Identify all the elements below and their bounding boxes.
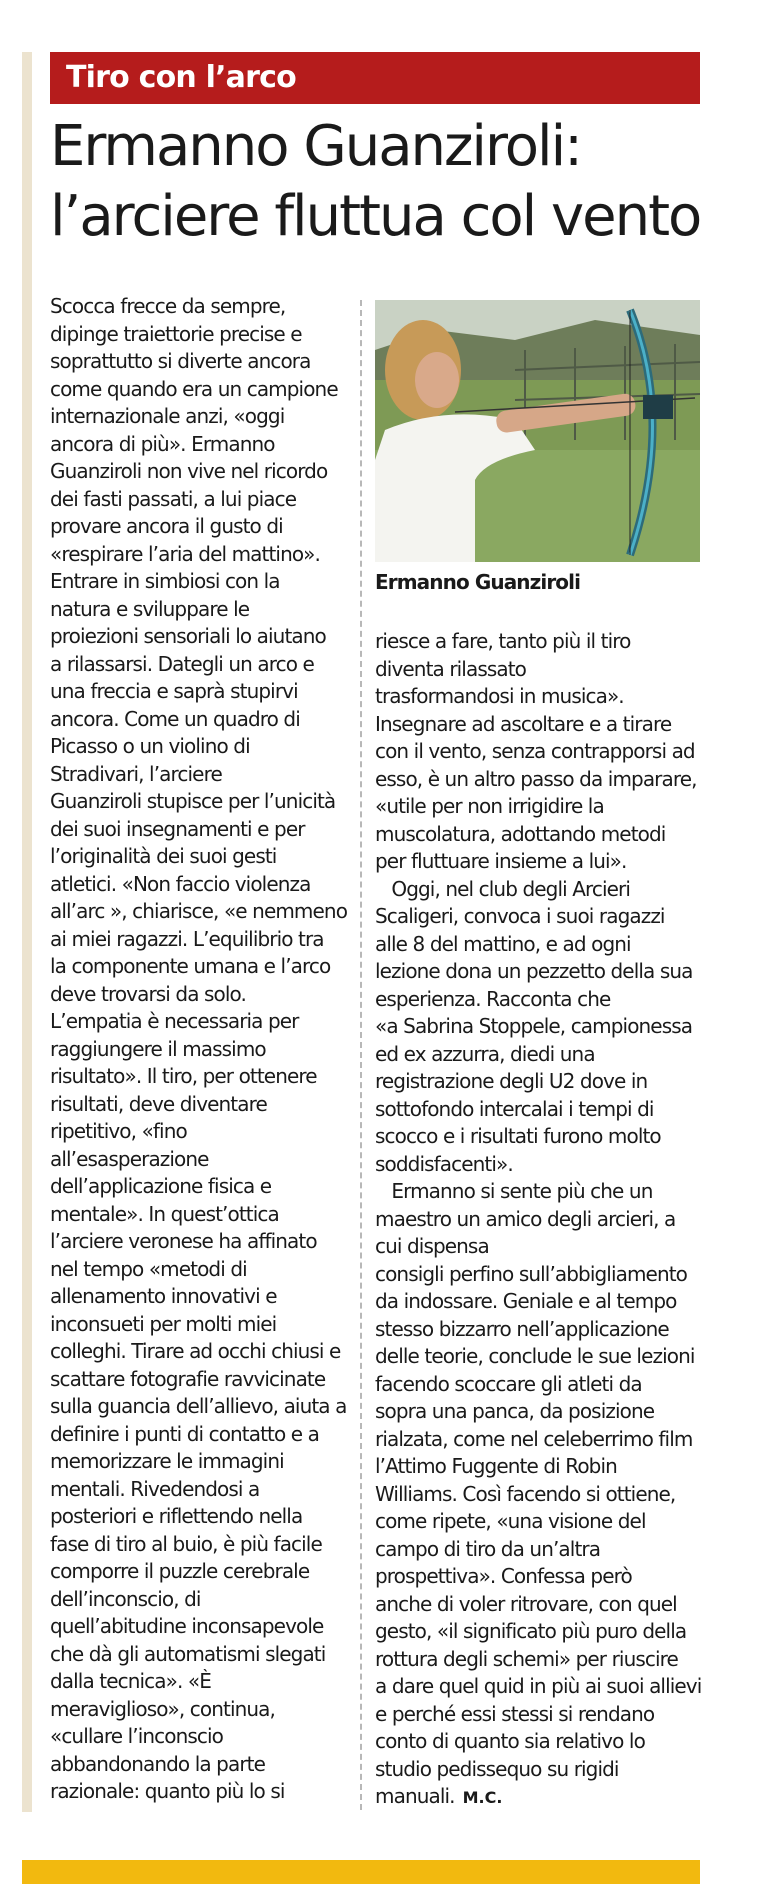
text-line (375, 1646, 705, 1674)
headline-line-2: l’arciere fluttua col vento (50, 184, 701, 249)
text-line (50, 1696, 350, 1724)
text-line (375, 1728, 705, 1756)
text-line (50, 1366, 350, 1394)
text-line-content: mentali. Rivedendosi a (50, 1476, 260, 1501)
text-line (375, 1041, 705, 1069)
text-line (50, 1118, 350, 1146)
text-line-content: soprattutto si diverte ancora (50, 349, 311, 373)
text-line (50, 1613, 350, 1641)
column-divider (360, 300, 362, 1810)
text-line-content: riesce a fare, tanto più il tiro (375, 629, 631, 653)
text-line (50, 1256, 350, 1284)
text-line-content: dell’inconscio, di (50, 1586, 201, 1611)
text-line-content: Guanziroli stupisce per l’unicità (50, 789, 336, 813)
text-line (50, 1723, 350, 1751)
text-line-content: Ermanno si sente più che un (375, 1179, 653, 1203)
text-line (375, 1701, 705, 1729)
text-line-content: l’arciere veronese ha affinato (50, 1229, 317, 1253)
text-line-content: raggiungere il massimo (50, 1036, 266, 1061)
text-line-content: all’esasperazione (50, 1146, 209, 1171)
text-line (50, 293, 350, 321)
text-line (50, 706, 350, 734)
text-line-content: deve trovarsi da solo. (50, 981, 246, 1006)
text-line-content: dei fasti passati, a lui piace (50, 486, 297, 511)
text-line (375, 1371, 705, 1399)
text-line-content: «a Sabrina Stoppele, campionessa (375, 1014, 693, 1038)
text-line (50, 898, 350, 926)
text-line (50, 843, 350, 871)
text-line-content: Insegnare ad ascoltare e a tirare (375, 711, 672, 736)
text-line (375, 1123, 705, 1151)
text-line-content: dipinge traiettorie precise e (50, 321, 302, 346)
text-line (50, 403, 350, 431)
text-line (50, 541, 350, 569)
text-line (50, 1173, 350, 1201)
text-line (375, 821, 705, 849)
article-photo (375, 300, 700, 562)
text-line-content: meraviglioso», continua, (50, 1696, 275, 1721)
text-line-content: dalla tecnica». «È (50, 1669, 211, 1693)
text-line (50, 1586, 350, 1614)
text-line-content: registrazione degli U2 dove in (375, 1069, 648, 1093)
text-line (50, 458, 350, 486)
text-line (375, 738, 705, 766)
text-line-content: fase di tiro al buio, è più facile (50, 1531, 322, 1556)
side-rule (22, 52, 32, 1812)
text-line (50, 321, 350, 349)
text-line (375, 1233, 705, 1261)
text-line-content: Scocca frecce da sempre, (50, 294, 286, 318)
text-line-content: atletici. «Non faccio violenza (50, 871, 311, 896)
article-column-right (375, 628, 705, 1811)
text-line-content: ancora. Come un quadro di (50, 706, 300, 731)
text-line-content: e perché essi stessi si rendano (375, 1701, 655, 1726)
text-line (50, 1146, 350, 1174)
text-line (375, 1151, 705, 1179)
text-line-content: gesto, «il significato più puro della (375, 1619, 687, 1643)
text-line-content: che dà gli automatismi slegati (50, 1641, 326, 1666)
text-line-content: soddisfacenti». (375, 1151, 513, 1176)
text-line-content: a rilassarsi. Dategli un arco e (50, 651, 314, 676)
text-line (50, 513, 350, 541)
text-line (375, 628, 705, 656)
text-line (50, 1751, 350, 1779)
text-line-content: esso, è un altro passo da imparare, (375, 766, 697, 791)
text-line-content: rottura degli schemi» per riuscire (375, 1646, 678, 1671)
text-line (50, 871, 350, 899)
text-line (375, 1261, 705, 1289)
text-line-content: «respirare l’aria del mattino». (50, 541, 320, 566)
text-line-content: sopra una panca, da posizione (375, 1399, 655, 1423)
section-label: Tiro con l’arco (66, 60, 296, 95)
text-line (50, 733, 350, 761)
text-line-content: Stradivari, l’arciere (50, 761, 222, 786)
text-line-content: definire i punti di contatto e a (50, 1421, 320, 1446)
text-line-content: memorizzare le immagini (50, 1449, 284, 1473)
text-line (375, 848, 705, 876)
text-line-content: alle 8 del mattino, e ad ogni (375, 931, 631, 956)
text-line (50, 981, 350, 1009)
text-line (50, 678, 350, 706)
text-line-content: scocco e i risultati furono molto (375, 1124, 661, 1148)
section-header-bar (50, 52, 700, 104)
text-line (50, 953, 350, 981)
text-line-content: per fluttuare insieme a lui». (375, 849, 627, 873)
text-line-content: campo di tiro da un’altra (375, 1536, 601, 1561)
text-line (50, 486, 350, 514)
text-line-content: natura e sviluppare le (50, 596, 250, 621)
text-line-content: conto di quanto sia relativo lo (375, 1729, 645, 1753)
text-line-content: l’originalità dei suoi gesti (50, 844, 277, 868)
text-line (375, 1618, 705, 1646)
headline-line-1: Ermanno Guanziroli: (50, 114, 582, 179)
text-line-content: lezione dona un pezzetto della sua (375, 959, 693, 983)
text-line (375, 1068, 705, 1096)
text-line (375, 986, 705, 1014)
text-line (50, 926, 350, 954)
text-line-content: comporre il puzzle cerebrale (50, 1559, 310, 1583)
text-line (50, 1393, 350, 1421)
text-line-content: scattare fotografie ravvicinate (50, 1366, 326, 1391)
text-line (50, 1531, 350, 1559)
text-line (50, 623, 350, 651)
text-line-content: consigli perfino sull’abbigliamento (375, 1261, 688, 1286)
text-line-content: colleghi. Tirare ad occhi chiusi e (50, 1339, 341, 1363)
text-line (50, 816, 350, 844)
text-line-content: abbandonando la parte (50, 1751, 265, 1776)
text-line (50, 431, 350, 459)
text-line (375, 711, 705, 739)
text-line (375, 1591, 705, 1619)
text-line-content: Oggi, nel club degli Arcieri (375, 876, 631, 901)
text-line (50, 1338, 350, 1366)
text-line-content: diventa rilassato (375, 656, 526, 681)
text-line-content: anche di voler ritrovare, con quel (375, 1591, 677, 1616)
bottom-accent-bar (22, 1860, 700, 1884)
text-line-content: muscolatura, adottando metodi (375, 821, 666, 846)
text-line (50, 1201, 350, 1229)
text-line-content: provare ancora il gusto di (50, 514, 283, 538)
text-line-content: inconsueti per molti miei (50, 1311, 277, 1336)
text-line-content: manuali. (375, 1784, 455, 1808)
text-line (50, 568, 350, 596)
text-line (50, 1228, 350, 1256)
text-line-content: da indossare. Geniale e al tempo (375, 1289, 677, 1313)
text-line-content: mentale». In quest’ottica (50, 1201, 279, 1226)
text-line (375, 1508, 705, 1536)
text-line-content: Guanziroli non vive nel ricordo (50, 459, 328, 483)
text-line-content: posteriori e riflettendo nella (50, 1504, 303, 1528)
text-line-content: dell’applicazione fisica e (50, 1174, 272, 1198)
text-line (50, 761, 350, 789)
author-signature: M.C. (462, 1788, 503, 1807)
text-line (375, 793, 705, 821)
text-line (50, 788, 350, 816)
text-line-content: proiezioni sensoriali lo aiutano (50, 624, 326, 648)
text-line (50, 1558, 350, 1586)
text-line-content: prospettiva». Confessa però (375, 1564, 632, 1588)
text-line (375, 683, 705, 711)
text-line (50, 376, 350, 404)
archer-photo-illustration (375, 300, 700, 562)
text-line (375, 1481, 705, 1509)
text-line (50, 1778, 350, 1806)
article-headline (50, 112, 750, 252)
text-line-content: «utile per non irrigidire la (375, 794, 604, 818)
text-line-content: sottofondo intercalai i tempi di (375, 1096, 654, 1121)
text-line-content: ancora di più». Ermanno (50, 431, 275, 456)
text-line (375, 1453, 705, 1481)
text-line (50, 1448, 350, 1476)
text-line (50, 1503, 350, 1531)
text-line-content: una freccia e saprà stupirvi (50, 679, 298, 703)
photo-caption: Ermanno Guanziroli (375, 570, 581, 594)
text-line (375, 1426, 705, 1454)
text-line (375, 876, 705, 904)
text-line-content: Picasso o un violino di (50, 734, 250, 758)
text-line-content: trasformandosi in musica». (375, 684, 624, 708)
text-line (375, 1316, 705, 1344)
text-line-content: come ripete, «una visione del (375, 1509, 646, 1533)
text-line-content: sulla guancia dell’allievo, aiuta a (50, 1394, 347, 1418)
text-line (375, 1013, 705, 1041)
text-line (375, 1206, 705, 1234)
text-line (50, 1008, 350, 1036)
text-line-content: Entrare in simbiosi con la (50, 569, 280, 593)
text-line-content: L’empatia è necessaria per (50, 1009, 299, 1033)
text-line (50, 1641, 350, 1669)
text-line-content: dei suoi insegnamenti e per (50, 816, 305, 841)
text-line (375, 1536, 705, 1564)
text-line (375, 1783, 705, 1811)
text-line-content: maestro un amico degli arcieri, a (375, 1206, 676, 1231)
text-line-content: stesso bizzarro nell’applicazione (375, 1316, 669, 1341)
text-line (50, 1668, 350, 1696)
text-line-content: risultati, deve diventare (50, 1091, 267, 1116)
text-line-content: ripetitivo, «fino (50, 1119, 187, 1143)
text-line (50, 1036, 350, 1064)
text-line-content: Scaligeri, convoca i suoi ragazzi (375, 904, 665, 928)
text-line (375, 903, 705, 931)
article-column-left (50, 293, 350, 1806)
text-line-content: facendo scoccare gli atleti da (375, 1371, 642, 1396)
text-line (375, 1096, 705, 1124)
text-line (375, 1756, 705, 1784)
text-line-content: all’arc », chiarisce, «e nemmeno (50, 899, 348, 923)
text-line (50, 348, 350, 376)
text-line-content: ai miei ragazzi. L’equilibrio tra (50, 926, 324, 951)
text-line-content: risultato». Il tiro, per ottenere (50, 1064, 317, 1088)
text-line (50, 1063, 350, 1091)
text-line-content: la componente umana e l’arco (50, 954, 331, 978)
text-line-content: rialzata, come nel celeberrimo film (375, 1426, 693, 1451)
text-line (375, 1398, 705, 1426)
text-line-content: con il vento, senza contrapporsi ad (375, 739, 695, 763)
text-line-content: a dare quel quid in più ai suoi allievi (375, 1674, 702, 1698)
text-line (375, 958, 705, 986)
text-line (50, 1476, 350, 1504)
text-line-content: cui dispensa (375, 1234, 489, 1258)
text-line-content: studio pedissequo su rigidi (375, 1756, 619, 1781)
text-line-content: ed ex azzurra, diedi una (375, 1041, 595, 1066)
text-line (50, 1091, 350, 1119)
text-line (375, 1288, 705, 1316)
text-line (375, 1563, 705, 1591)
text-line-content: allenamento innovativi e (50, 1284, 277, 1308)
text-line-content: Williams. Così facendo si ottiene, (375, 1481, 676, 1506)
text-line (50, 1421, 350, 1449)
text-line (50, 1283, 350, 1311)
text-line (375, 1673, 705, 1701)
text-line (50, 1311, 350, 1339)
text-line-content: come quando era un campione (50, 376, 338, 401)
text-line-content: internazionale anzi, «oggi (50, 404, 285, 428)
text-line (375, 656, 705, 684)
text-line (375, 1178, 705, 1206)
text-line (375, 1343, 705, 1371)
text-line (375, 931, 705, 959)
text-line (50, 651, 350, 679)
text-line-content: «cullare l’inconscio (50, 1724, 223, 1748)
text-line (50, 596, 350, 624)
text-line-content: delle teorie, conclude le sue lezioni (375, 1344, 695, 1368)
text-line-content: quell’abitudine inconsapevole (50, 1614, 324, 1638)
text-line-content: razionale: quanto più lo si (50, 1779, 285, 1803)
text-line-content: l’Attimo Fuggente di Robin (375, 1454, 617, 1478)
text-line-content: nel tempo «metodi di (50, 1256, 247, 1281)
text-line-content: esperienza. Racconta che (375, 986, 611, 1011)
text-line (375, 766, 705, 794)
